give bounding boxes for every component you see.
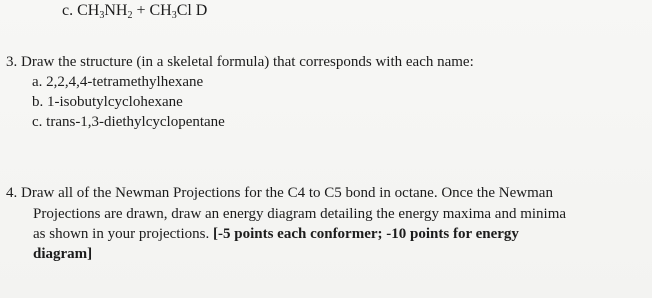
question-4-line-1: 4. Draw all of the Newman Projections for the C4 to C5 bond in octane. Once the Newman (6, 185, 553, 201)
reaction-line (62, 2, 207, 25)
reaction-mid-1: NH (104, 2, 128, 19)
reaction-subscript-2: 2 (127, 10, 133, 21)
question-4-line-2: Projections are drawn, draw an energy diagram detailing the energy maxima and minima (33, 206, 567, 222)
reaction-prefix: c. CH (62, 2, 100, 19)
question-4-points-note: [-5 points each conformer; -10 points for energy (212, 226, 519, 242)
reaction-subscript-1: 3 (99, 10, 105, 21)
question-3-item-c: c. trans-1,3-diethylcyclopentane (32, 114, 225, 130)
reaction-mid-2: + CH (132, 2, 172, 19)
question-4-line-3 (33, 225, 519, 243)
question-4-line-3-plain: as shown in your projections. (33, 226, 213, 242)
question-3-prompt: 3. Draw the structure (in a skeletal formula) that corresponds with each name: (6, 54, 474, 70)
question-4-line-4: diagram] (33, 246, 93, 262)
question-3-item-a: a. 2,2,4,4-tetramethylhexane (32, 74, 204, 90)
reaction-suffix: Cl D (176, 2, 208, 19)
question-3-item-b: b. 1-isobutylcyclohexane (32, 94, 183, 110)
reaction-subscript-3: 3 (171, 10, 177, 21)
